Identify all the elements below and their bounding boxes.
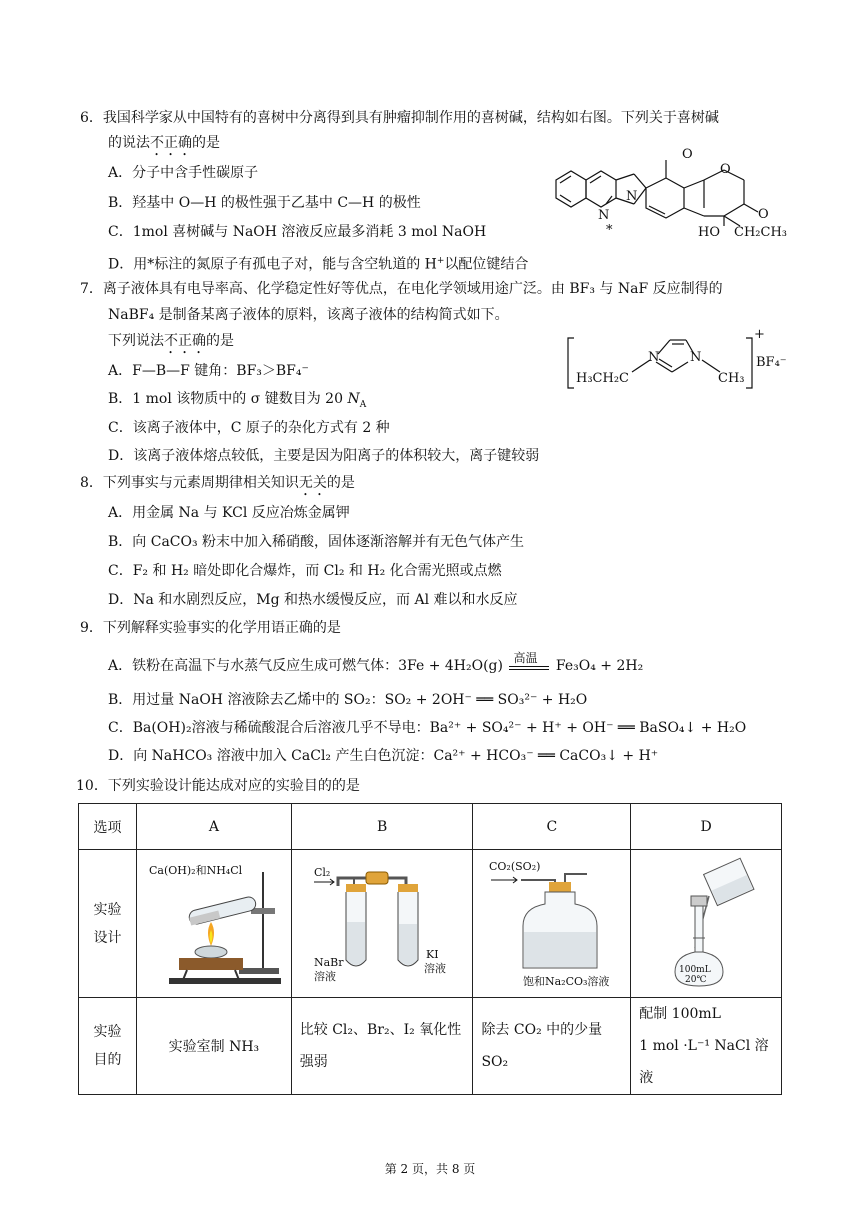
q7-stem-line2: NaBF₄ 是制备某离子液体的原料，该离子液体的结构简式如下。 <box>108 307 509 323</box>
design-d-volume: 100mL <box>679 964 711 975</box>
q7-option-b-a: B．1 mol 该物质中的 σ 键数目为 20 <box>108 391 348 407</box>
design-c <box>473 850 631 998</box>
q7-option-b-sub: A <box>359 399 367 410</box>
q6-struct-star: * <box>606 223 613 238</box>
design-label-2: 设计 <box>93 929 122 946</box>
q6-stem-part-a: 的说法 <box>108 135 150 151</box>
q7-stem-part-c: 的是 <box>206 333 234 349</box>
q7-struct-n1: N <box>648 350 660 365</box>
q9-stem: 9．下列解释实验事实的化学用语正确的是 <box>80 620 341 636</box>
header-b: B <box>291 804 473 850</box>
q7-option-b <box>108 389 366 415</box>
design-label-1: 实验 <box>93 901 122 918</box>
q6-struct-oh: HO <box>698 225 720 240</box>
purpose-label-1: 实验 <box>93 1024 122 1040</box>
design-b-ki-1: KI <box>426 947 439 961</box>
q7-struct-right: CH₃ <box>718 371 745 386</box>
q6-struct-n1: N <box>626 189 638 204</box>
q8-option-a: A．用金属 Na 与 KCl 反应冶炼金属钾 <box>108 505 350 521</box>
purpose-c-line2: SO₂ <box>481 1054 509 1070</box>
purpose-d-line1: 配制 100mL <box>639 1006 721 1022</box>
q9-option-b: B．用过量 NaOH 溶液除去乙烯中的 SO₂：SO₂ + 2OH⁻ ══ SO₃²⁻ + H₂O <box>108 692 588 708</box>
q8-option-c: C．F₂ 和 H₂ 暗处即化合爆炸，而 Cl₂ 和 H₂ 化合需光照或点燃 <box>108 563 502 579</box>
q9-option-c: C．Ba(OH)₂溶液与稀硫酸混合后溶液几乎不导电：Ba²⁺ + SO₄²⁻ + H⁺ + OH⁻ ══ BaSO₄↓ + H₂O <box>108 720 747 736</box>
purpose-d <box>631 998 782 1095</box>
q9-option-a <box>108 651 644 676</box>
header-option: 选项 <box>79 804 137 850</box>
q7-stem-part-a: 下列说法 <box>108 333 164 349</box>
purpose-c <box>473 998 631 1095</box>
design-b-ki-2: 溶液 <box>424 961 447 975</box>
q6-struct-o1: O <box>682 147 693 162</box>
purpose-c-line1: 除去 CO₂ 中的少量 <box>481 1022 603 1038</box>
purpose-b-line2: 强弱 <box>299 1054 328 1070</box>
q10-stem: 10．下列实验设计能达成对应的实验目的的是 <box>76 778 360 794</box>
q8-option-b: B．向 CaCO₃ 粉末中加入稀硝酸，固体逐渐溶解并有无色气体产生 <box>108 534 525 550</box>
table-header-row <box>79 804 782 850</box>
design-b-cl2: Cl₂ <box>314 865 331 879</box>
q6-struct-o3: O <box>758 207 769 222</box>
q7-struct-n2: N <box>690 350 702 365</box>
purpose-b-line1: 比较 Cl₂、Br₂、I₂ 氧化性 <box>299 1022 462 1038</box>
design-c-gas: CO₂(SO₂) <box>488 859 541 873</box>
header-c: C <box>473 804 631 850</box>
q6-option-b: B．羟基中 O—H 的极性强于乙基中 C—H 的极性 <box>108 195 421 211</box>
q6-option-d-b: 以配位键结合 <box>444 256 529 273</box>
apparatus-a-heating <box>139 852 289 992</box>
purpose-label-2: 目的 <box>93 1052 122 1068</box>
q7-struct-plus: + <box>754 327 765 342</box>
q7-option-d: D．该离子液体熔点较低，主要是因为阳离子的体积较大，离子键较弱 <box>108 448 540 464</box>
q6-option-d: D．用*标注的氮原子有孤电子对，能与含空轨道的 H+以配位键结合 <box>108 256 529 273</box>
apparatus-b-test-tubes <box>294 852 470 992</box>
q6-option-d-a: D．用*标注的氮原子有孤电子对，能与含空轨道的 H <box>108 256 437 273</box>
q7-stem-line3 <box>108 331 234 357</box>
header-d: D <box>631 804 782 850</box>
q9-option-a-right: Fe₃O₄ + 2H₂ <box>555 658 644 674</box>
q6-option-a: A．分子中含手性碳原子 <box>108 165 259 181</box>
design-d-temperature: 20℃ <box>685 974 707 985</box>
q7-option-c: C．该离子液体中，C 原子的杂化方式有 2 种 <box>108 420 390 436</box>
purpose-b <box>291 998 473 1095</box>
q7-struct-anion: BF₄⁻ <box>756 355 787 370</box>
design-b-nabr-2: 溶液 <box>314 969 337 983</box>
apparatus-d-volumetric-flask <box>633 852 779 992</box>
q9-option-d: D．向 NaHCO₃ 溶液中加入 CaCl₂ 产生白色沉淀：Ca²⁺ + HCO₃⁻ ══ CaCO₃↓ + H⁺ <box>108 748 659 764</box>
ionic-liquid-structure <box>560 326 790 396</box>
design-b <box>291 850 473 998</box>
q9-reaction-condition: 高温 <box>513 651 538 665</box>
q7-stem-line1: 7．离子液体具有电导率高、化学稳定性好等优点，在电化学领域用途广泛。由 BF₃ 与 NaF 反应制得的 <box>80 281 723 297</box>
purpose-a: 实验室制 NH₃ <box>137 998 292 1095</box>
page-footer: 第 2 页，共 8 页 <box>384 1162 476 1176</box>
design-a <box>137 850 292 998</box>
q9-reaction-arrow <box>507 651 551 676</box>
apparatus-c-gas-washing <box>475 852 629 992</box>
design-a-label: Ca(OH)₂和NH₄Cl <box>148 863 243 877</box>
design-d <box>631 850 782 998</box>
q6-struct-ethyl: CH₂CH₃ <box>734 225 787 240</box>
q8-stem-part-c: 的是 <box>326 475 355 491</box>
q6-stem-line1: 6．我国科学家从中国特有的喜树中分离得到具有肿瘤抑制作用的喜树碱，结构如右图。下列关于喜树碱 <box>80 110 719 126</box>
q6-struct-o2: O <box>720 162 731 177</box>
q6-stem-part-c: 的是 <box>192 135 220 151</box>
q9-option-a-left: A．铁粉在高温下与水蒸气反应生成可燃气体：3Fe + 4H₂O(g) <box>108 658 503 674</box>
q7-struct-left: H₃CH₂C <box>576 371 629 386</box>
q6-struct-n2: N <box>598 208 610 223</box>
q7-option-b-n: N <box>347 391 360 407</box>
q8-option-d: D．Na 和水剧烈反应，Mg 和热水缓慢反应，而 Al 难以和水反应 <box>108 592 518 608</box>
q6-option-c: C．1mol 喜树碱与 NaOH 溶液反应最多消耗 3 mol NaOH <box>108 224 487 240</box>
q6-stem-emphasis: 不正确 <box>150 135 192 151</box>
camptothecin-structure <box>548 140 788 245</box>
header-a: A <box>137 804 292 850</box>
q8-stem-part-a: 8．下列事实与元素周期律相关知识 <box>80 475 299 491</box>
table-purpose-row <box>79 998 782 1095</box>
q6-stem-line2 <box>108 133 220 159</box>
design-c-solution: 饱和Na₂CO₃溶液 <box>522 974 610 988</box>
q8-stem <box>80 473 355 499</box>
q10-experiment-table <box>78 803 782 1095</box>
design-row-label <box>79 850 137 998</box>
purpose-row-label <box>79 998 137 1095</box>
q7-stem-emphasis: 不正确 <box>164 333 206 349</box>
table-design-row <box>79 850 782 998</box>
q7-option-a: A．F—B—F 键角：BF₃＞BF₄⁻ <box>108 363 309 379</box>
q8-stem-emphasis: 无关 <box>298 475 327 491</box>
design-b-nabr-1: NaBr <box>314 955 344 969</box>
purpose-d-line2: 1 mol ·L⁻¹ NaCl 溶液 <box>639 1038 769 1086</box>
